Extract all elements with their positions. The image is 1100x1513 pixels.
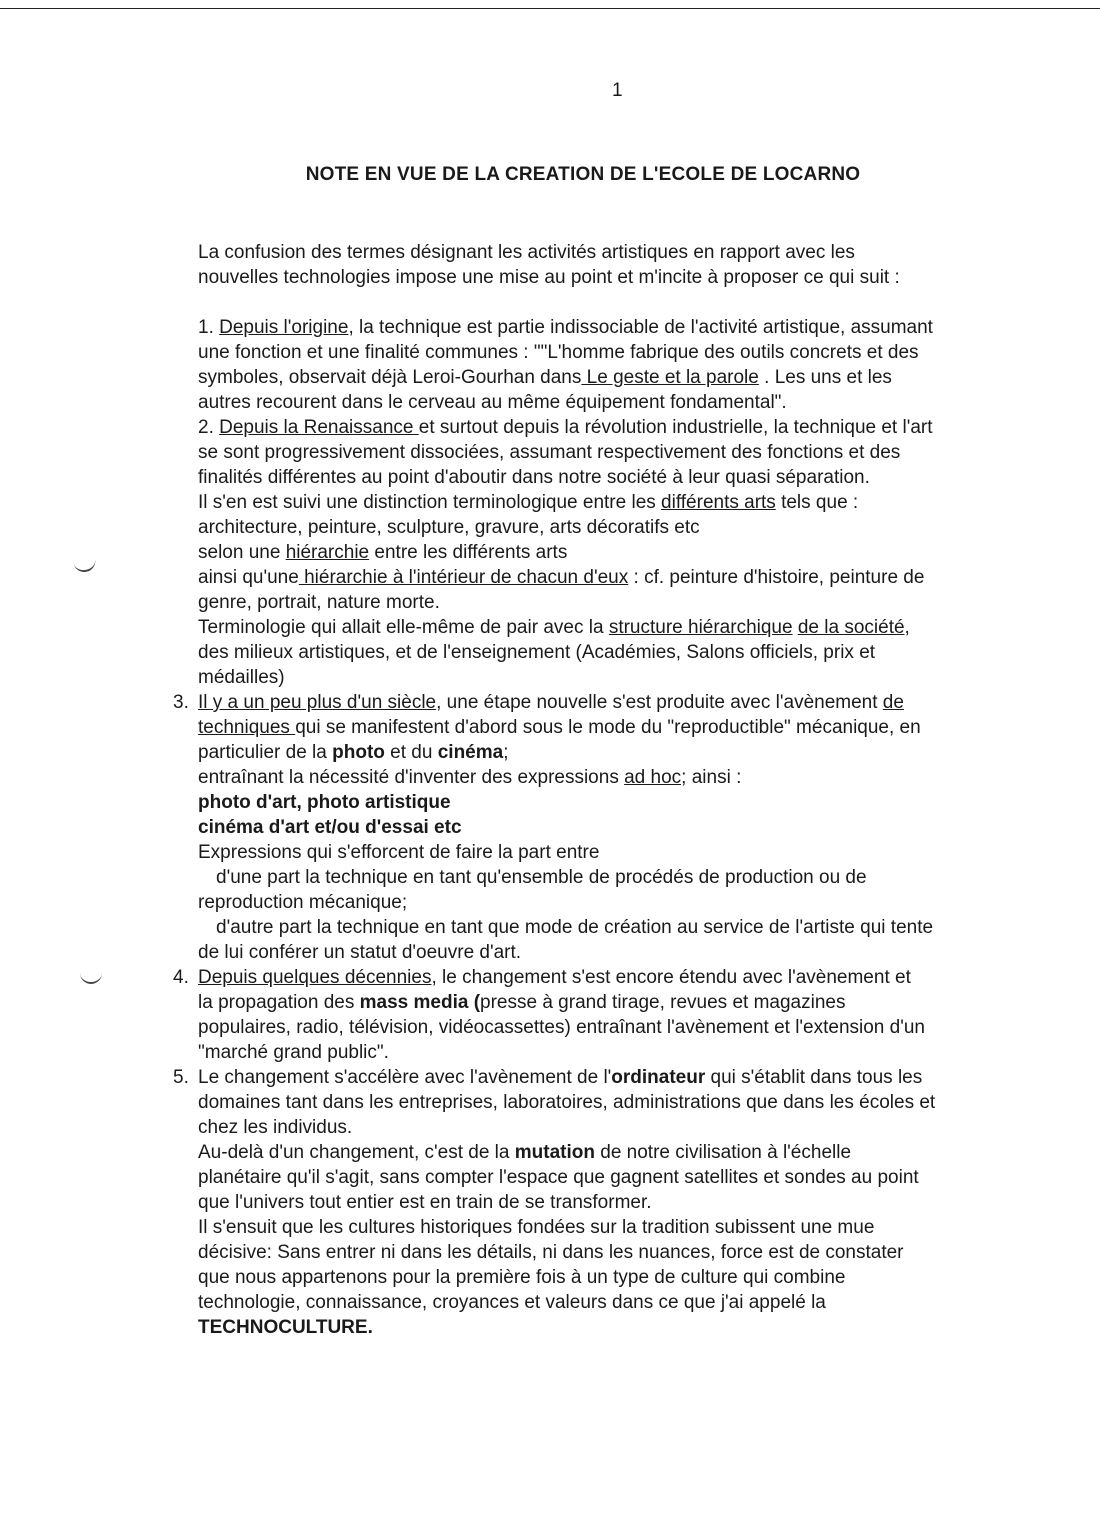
section-5-line: que l'univers tout entier est en train de se transformer. <box>198 1192 652 1213</box>
section-1-line: symboles, observait déjà Leroi-Gourhan dans Le geste et la parole . Les uns et les <box>198 367 892 388</box>
document-body <box>173 240 1058 1340</box>
section-3-line: techniques qui se manifestent d'abord sous le mode du "reproductible" mécanique, en <box>198 717 921 738</box>
section-5-line: chez les individus. <box>198 1117 353 1138</box>
list-number: 5. <box>173 1067 189 1088</box>
section-5-line: technologie, connaissance, croyances et valeurs dans ce que j'ai appelé la <box>198 1292 826 1313</box>
section-3-line: reproduction mécanique; <box>198 892 408 913</box>
section-3-line: de lui conférer un statut d'oeuvre d'art. <box>198 942 522 963</box>
section-2-line: finalités différentes au point d'aboutir dans notre société à leur quasi séparation. <box>198 467 870 488</box>
section-3-line: d'autre part la technique en tant que mode de création au service de l'artiste qui tente <box>216 917 934 938</box>
section-2-line: ainsi qu'une hiérarchie à l'intérieur de chacun d'eux : cf. peinture d'histoire, peinture de <box>198 567 925 588</box>
intro-line: nouvelles technologies impose une mise au point et m'incite à proposer ce qui suit : <box>198 267 900 288</box>
page-number: 1 <box>612 80 623 101</box>
list-number: 3. <box>173 692 189 713</box>
section-2-line: des milieux artistiques, et de l'enseignement (Académies, Salons officiels, prix et <box>198 642 876 663</box>
intro-line: La confusion des termes désignant les activités artistiques en rapport avec les <box>198 242 855 263</box>
section-1-line: une fonction et une finalité communes : ""L'homme fabrique des outils concrets et des <box>198 342 919 363</box>
section-1-line: autres recourent dans le cerveau au même équipement fondamental". <box>198 392 787 413</box>
section-5-line: domaines tant dans les entreprises, laboratoires, administrations que dans les écoles et <box>198 1092 936 1113</box>
section-5-line: planétaire qu'il s'agit, sans compter l'espace que gagnent satellites et sondes au point <box>198 1167 919 1188</box>
section-2-line: selon une hiérarchie entre les différents arts <box>198 542 568 563</box>
section-4-line: la propagation des mass media (presse à grand tirage, revues et magazines <box>198 992 846 1013</box>
section-5-line: Il s'ensuit que les cultures historiques fondées sur la tradition subissent une mue <box>198 1217 875 1238</box>
list-number: 4. <box>173 967 189 988</box>
section-2-line: médailles) <box>198 667 285 688</box>
section-3-line: photo d'art, photo artistique <box>198 792 451 813</box>
section-2-line: se sont progressivement dissociées, assumant respectivement des fonctions et des <box>198 442 901 463</box>
section-5-line: décisive: Sans entrer ni dans les détails, ni dans les nuances, force est de constater <box>198 1242 904 1263</box>
section-5-line: TECHNOCULTURE. <box>198 1317 373 1338</box>
section-4-line: populaires, radio, télévision, vidéocassettes) entraînant l'avènement et l'extension d'un <box>198 1017 925 1038</box>
section-2-line: 2. Depuis la Renaissance et surtout depuis la révolution industrielle, la technique et l'art <box>198 417 933 438</box>
section-3-line: d'une part la technique en tant qu'ensemble de procédés de production ou de <box>216 867 867 888</box>
section-4-line: "marché grand public". <box>198 1042 389 1063</box>
section-3-line: cinéma d'art et/ou d'essai etc <box>198 817 462 838</box>
section-2-line: Terminologie qui allait elle-même de pair avec la structure hiérarchique de la société, <box>198 617 910 638</box>
section-3-line: entraînant la nécessité d'inventer des expressions ad hoc; ainsi : <box>198 767 742 788</box>
section-4-line: 4. Depuis quelques décennies, le changement s'est encore étendu avec l'avènement et <box>173 967 911 988</box>
punch-hole-mark <box>73 556 97 574</box>
section-1-line: 1. Depuis l'origine, la technique est partie indissociable de l'activité artistique, assumant <box>198 317 933 338</box>
punch-hole-mark <box>80 970 102 984</box>
top-rule <box>0 8 1100 9</box>
section-5-line: que nous appartenons pour la première fois à un type de culture qui combine <box>198 1267 846 1288</box>
section-3-line: 3. Il y a un peu plus d'un siècle, une étape nouvelle s'est produite avec l'avènement de <box>173 692 904 713</box>
section-2-line: Il s'en est suivi une distinction terminologique entre les différents arts tels que : <box>198 492 859 513</box>
document-title: NOTE EN VUE DE LA CREATION DE L'ECOLE DE LOCARNO <box>305 164 861 185</box>
section-2-line: architecture, peinture, sculpture, gravure, arts décoratifs etc <box>198 517 700 538</box>
section-5-line: Au-delà d'un changement, c'est de la mutation de notre civilisation à l'échelle <box>198 1142 852 1163</box>
section-5-line: 5. Le changement s'accélère avec l'avènement de l'ordinateur qui s'établit dans tous les <box>173 1067 923 1088</box>
section-3-line: Expressions qui s'efforcent de faire la part entre <box>198 842 600 863</box>
section-2-line: genre, portrait, nature morte. <box>198 592 440 613</box>
section-3-line: particulier de la photo et du cinéma; <box>198 742 509 763</box>
